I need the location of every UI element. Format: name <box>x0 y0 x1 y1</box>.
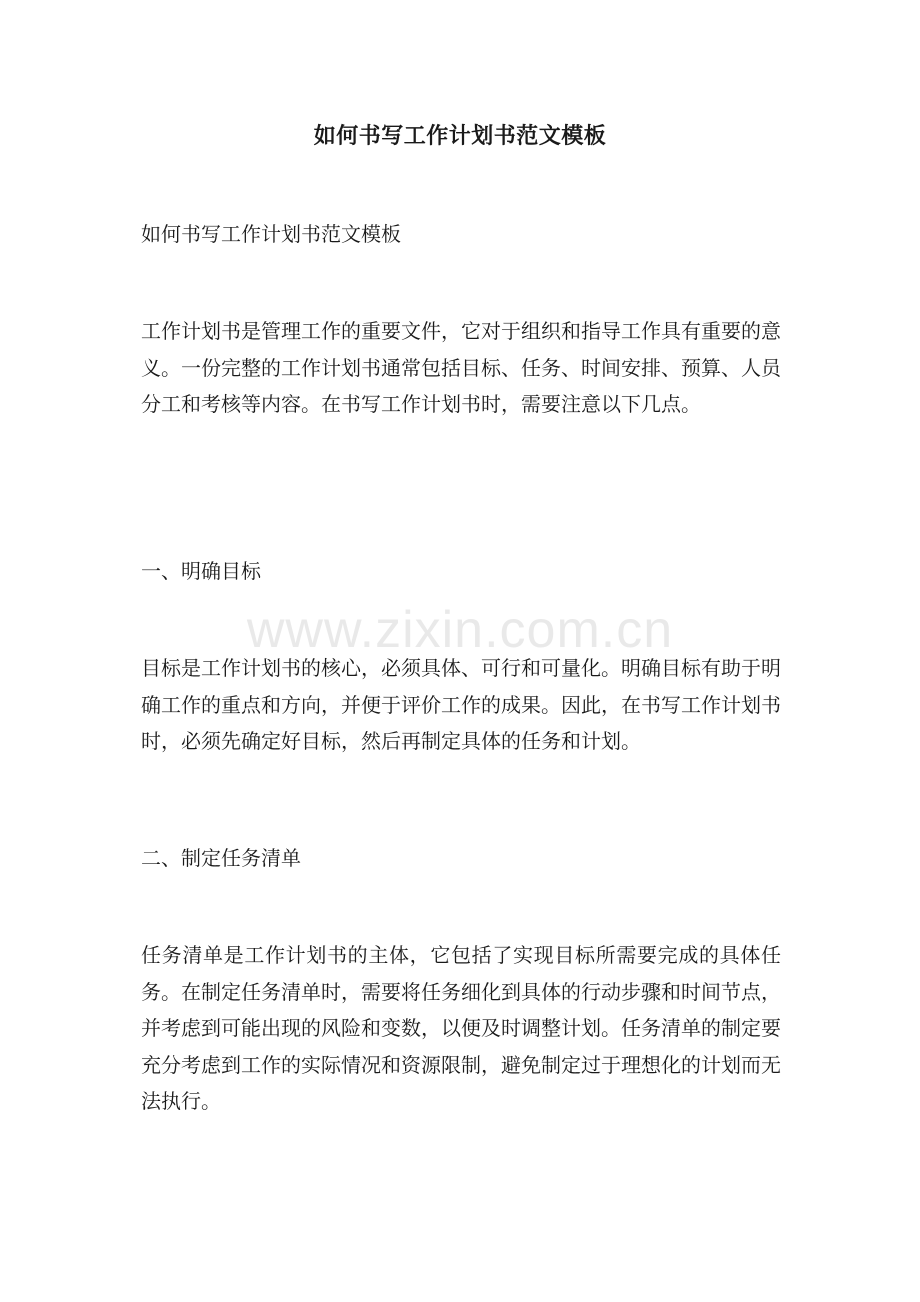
section-heading-goals: 一、明确目标 <box>141 559 261 583</box>
section-heading-task-list: 二、制定任务清单 <box>141 846 301 870</box>
section-body-goals: 目标是工作计划书的核心，必须具体、可行和可量化。明确目标有助于明确工作的重点和方向，并便于评价工作的成果。因此，在书写工作计划书时，必须先确定好目标，然后再制定具体的任务和计划。 <box>141 656 781 753</box>
section-body-task-list: 任务清单是工作计划书的主体，它包括了实现目标所需要完成的具体任务。在制定任务清单时，需要将任务细化到具体的行动步骤和时间节点，并考虑到可能出现的风险和变数，以便及时调整计划。任务清单的制定要充分考虑到工作的实际情况和资源限制，避免制定过于理想化的计划而无法执行。 <box>141 943 781 1113</box>
document-subtitle: 如何书写工作计划书范文模板 <box>141 222 401 246</box>
watermark: www.zixin.com.cn <box>246 601 674 659</box>
document-title: 如何书写工作计划书范文模板 <box>313 123 607 149</box>
intro-paragraph: 工作计划书是管理工作的重要文件，它对于组织和指导工作具有重要的意义。一份完整的工作计划书通常包括目标、任务、时间安排、预算、人员分工和考核等内容。在书写工作计划书时，需要注意以下几点。 <box>141 319 781 416</box>
